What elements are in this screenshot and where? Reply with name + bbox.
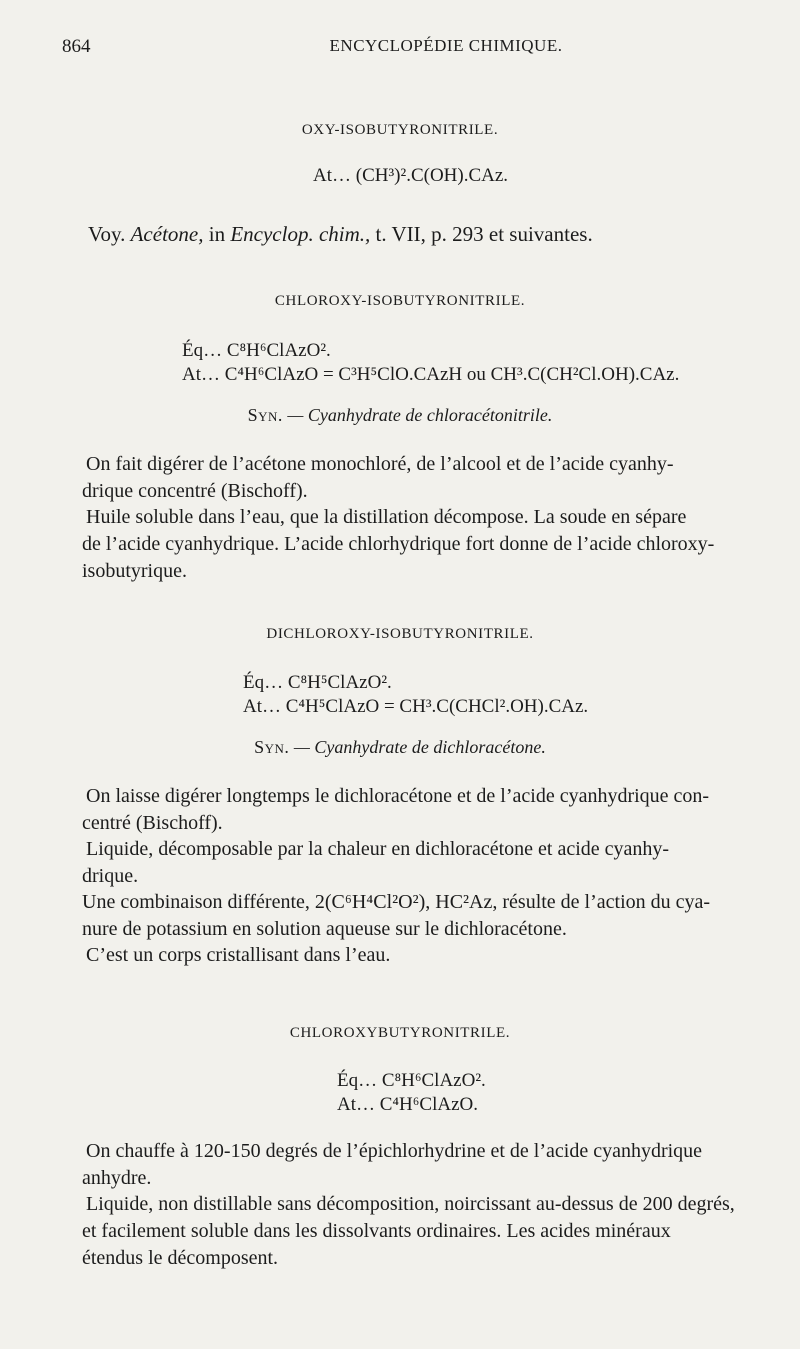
paragraph <box>82 836 772 890</box>
section-title-chloroxy-isobutyronitrile: CHLOROXY-ISOBUTYRONITRILE. <box>274 293 526 309</box>
text-line: Une combinaison différente, 2(C⁶H⁴Cl²O²), HC²Az, résulte de l’action du cya- <box>82 891 711 913</box>
text-line: et facilement soluble dans les dissolvants ordinaires. Les acides minéraux <box>82 1220 671 1242</box>
syn-label: Syn. <box>254 737 290 757</box>
synonym-line <box>0 737 800 758</box>
page-number: 864 <box>62 36 91 57</box>
formula-at: At… C⁴H⁶ClAzO. <box>337 1094 478 1115</box>
see-also-reference <box>88 222 593 247</box>
running-title: ENCYCLOPÉDIE CHIMIQUE. <box>329 36 563 55</box>
voy-prefix: Voy. <box>88 222 126 246</box>
paragraph <box>82 942 772 969</box>
formula-eq: Éq… C⁸H⁵ClAzO². <box>243 672 392 693</box>
text-line: centré (Bischoff). <box>82 812 223 834</box>
formula-at: At… C⁴H⁵ClAzO = CH³.C(CHCl².OH).CAz. <box>243 696 589 717</box>
text-line: On laisse digérer longtemps le dichloracétone et de l’acide cyanhydrique con- <box>86 785 710 807</box>
paragraph <box>82 783 772 837</box>
formula-at: At… (CH³)².C(OH).CAz. <box>313 165 509 186</box>
text-line: drique concentré (Bischoff). <box>82 480 308 502</box>
text-line: Liquide, décomposable par la chaleur en dichloracétone et acide cyanhy- <box>86 838 670 860</box>
formula-eq: Éq… C⁸H⁶ClAzO². <box>337 1070 486 1091</box>
synonym-line <box>0 405 800 426</box>
text-line: Huile soluble dans l’eau, que la distillation décompose. La soude en sépare <box>86 506 687 528</box>
text-line: Liquide, non distillable sans décomposition, noircissant au-dessus de 200 degrés, <box>86 1193 735 1215</box>
text-line: de l’acide cyanhydrique. L’acide chlorhydrique fort donne de l’acide chloroxy- <box>82 533 715 555</box>
section-title-oxy-isobutyronitrile: OXY-ISOBUTYRONITRILE. <box>301 122 499 138</box>
voy-mid: in <box>208 222 226 246</box>
formula-eq: Éq… C⁸H⁶ClAzO². <box>182 340 331 361</box>
paragraph <box>82 889 772 943</box>
text-line: On fait digérer de l’acétone monochloré, de l’alcool et de l’acide cyanhy- <box>86 453 674 475</box>
formula-at: At… C⁴H⁶ClAzO = C³H⁵ClO.CAzH ou CH³.C(CH²Cl.OH).CAz. <box>182 364 680 385</box>
paragraph <box>82 1191 772 1272</box>
paragraph <box>82 1138 772 1192</box>
section-title-chloroxybutyronitrile: CHLOROXYBUTYRONITRILE. <box>289 1025 511 1041</box>
paragraph <box>82 451 772 505</box>
text-line: étendus le décomposent. <box>82 1247 279 1269</box>
paragraph <box>82 504 772 585</box>
syn-text: — Cyanhydrate de chloracétonitrile. <box>287 405 553 425</box>
voy-suffix: t. VII, p. 293 et suivantes. <box>375 222 593 246</box>
text-line: On chauffe à 120-150 degrés de l’épichlorhydrine et de l’acide cyanhydrique <box>86 1140 703 1162</box>
syn-label: Syn. <box>247 405 283 425</box>
text-line: anhydre. <box>82 1167 152 1189</box>
voy-italic-encyclop: Encyclop. chim., <box>230 222 371 246</box>
page-header <box>62 36 770 60</box>
syn-text: — Cyanhydrate de dichloracétone. <box>293 737 546 757</box>
text-line: nure de potassium en solution aqueuse sur le dichloracétone. <box>82 918 567 940</box>
text-line: drique. <box>82 865 139 887</box>
section-title-dichloroxy-isobutyronitrile: DICHLOROXY-ISOBUTYRONITRILE. <box>266 626 534 642</box>
text-line: C’est un corps cristallisant dans l’eau. <box>86 944 391 966</box>
voy-italic-acetone: Acétone, <box>130 222 204 246</box>
text-line: isobutyrique. <box>82 560 187 582</box>
